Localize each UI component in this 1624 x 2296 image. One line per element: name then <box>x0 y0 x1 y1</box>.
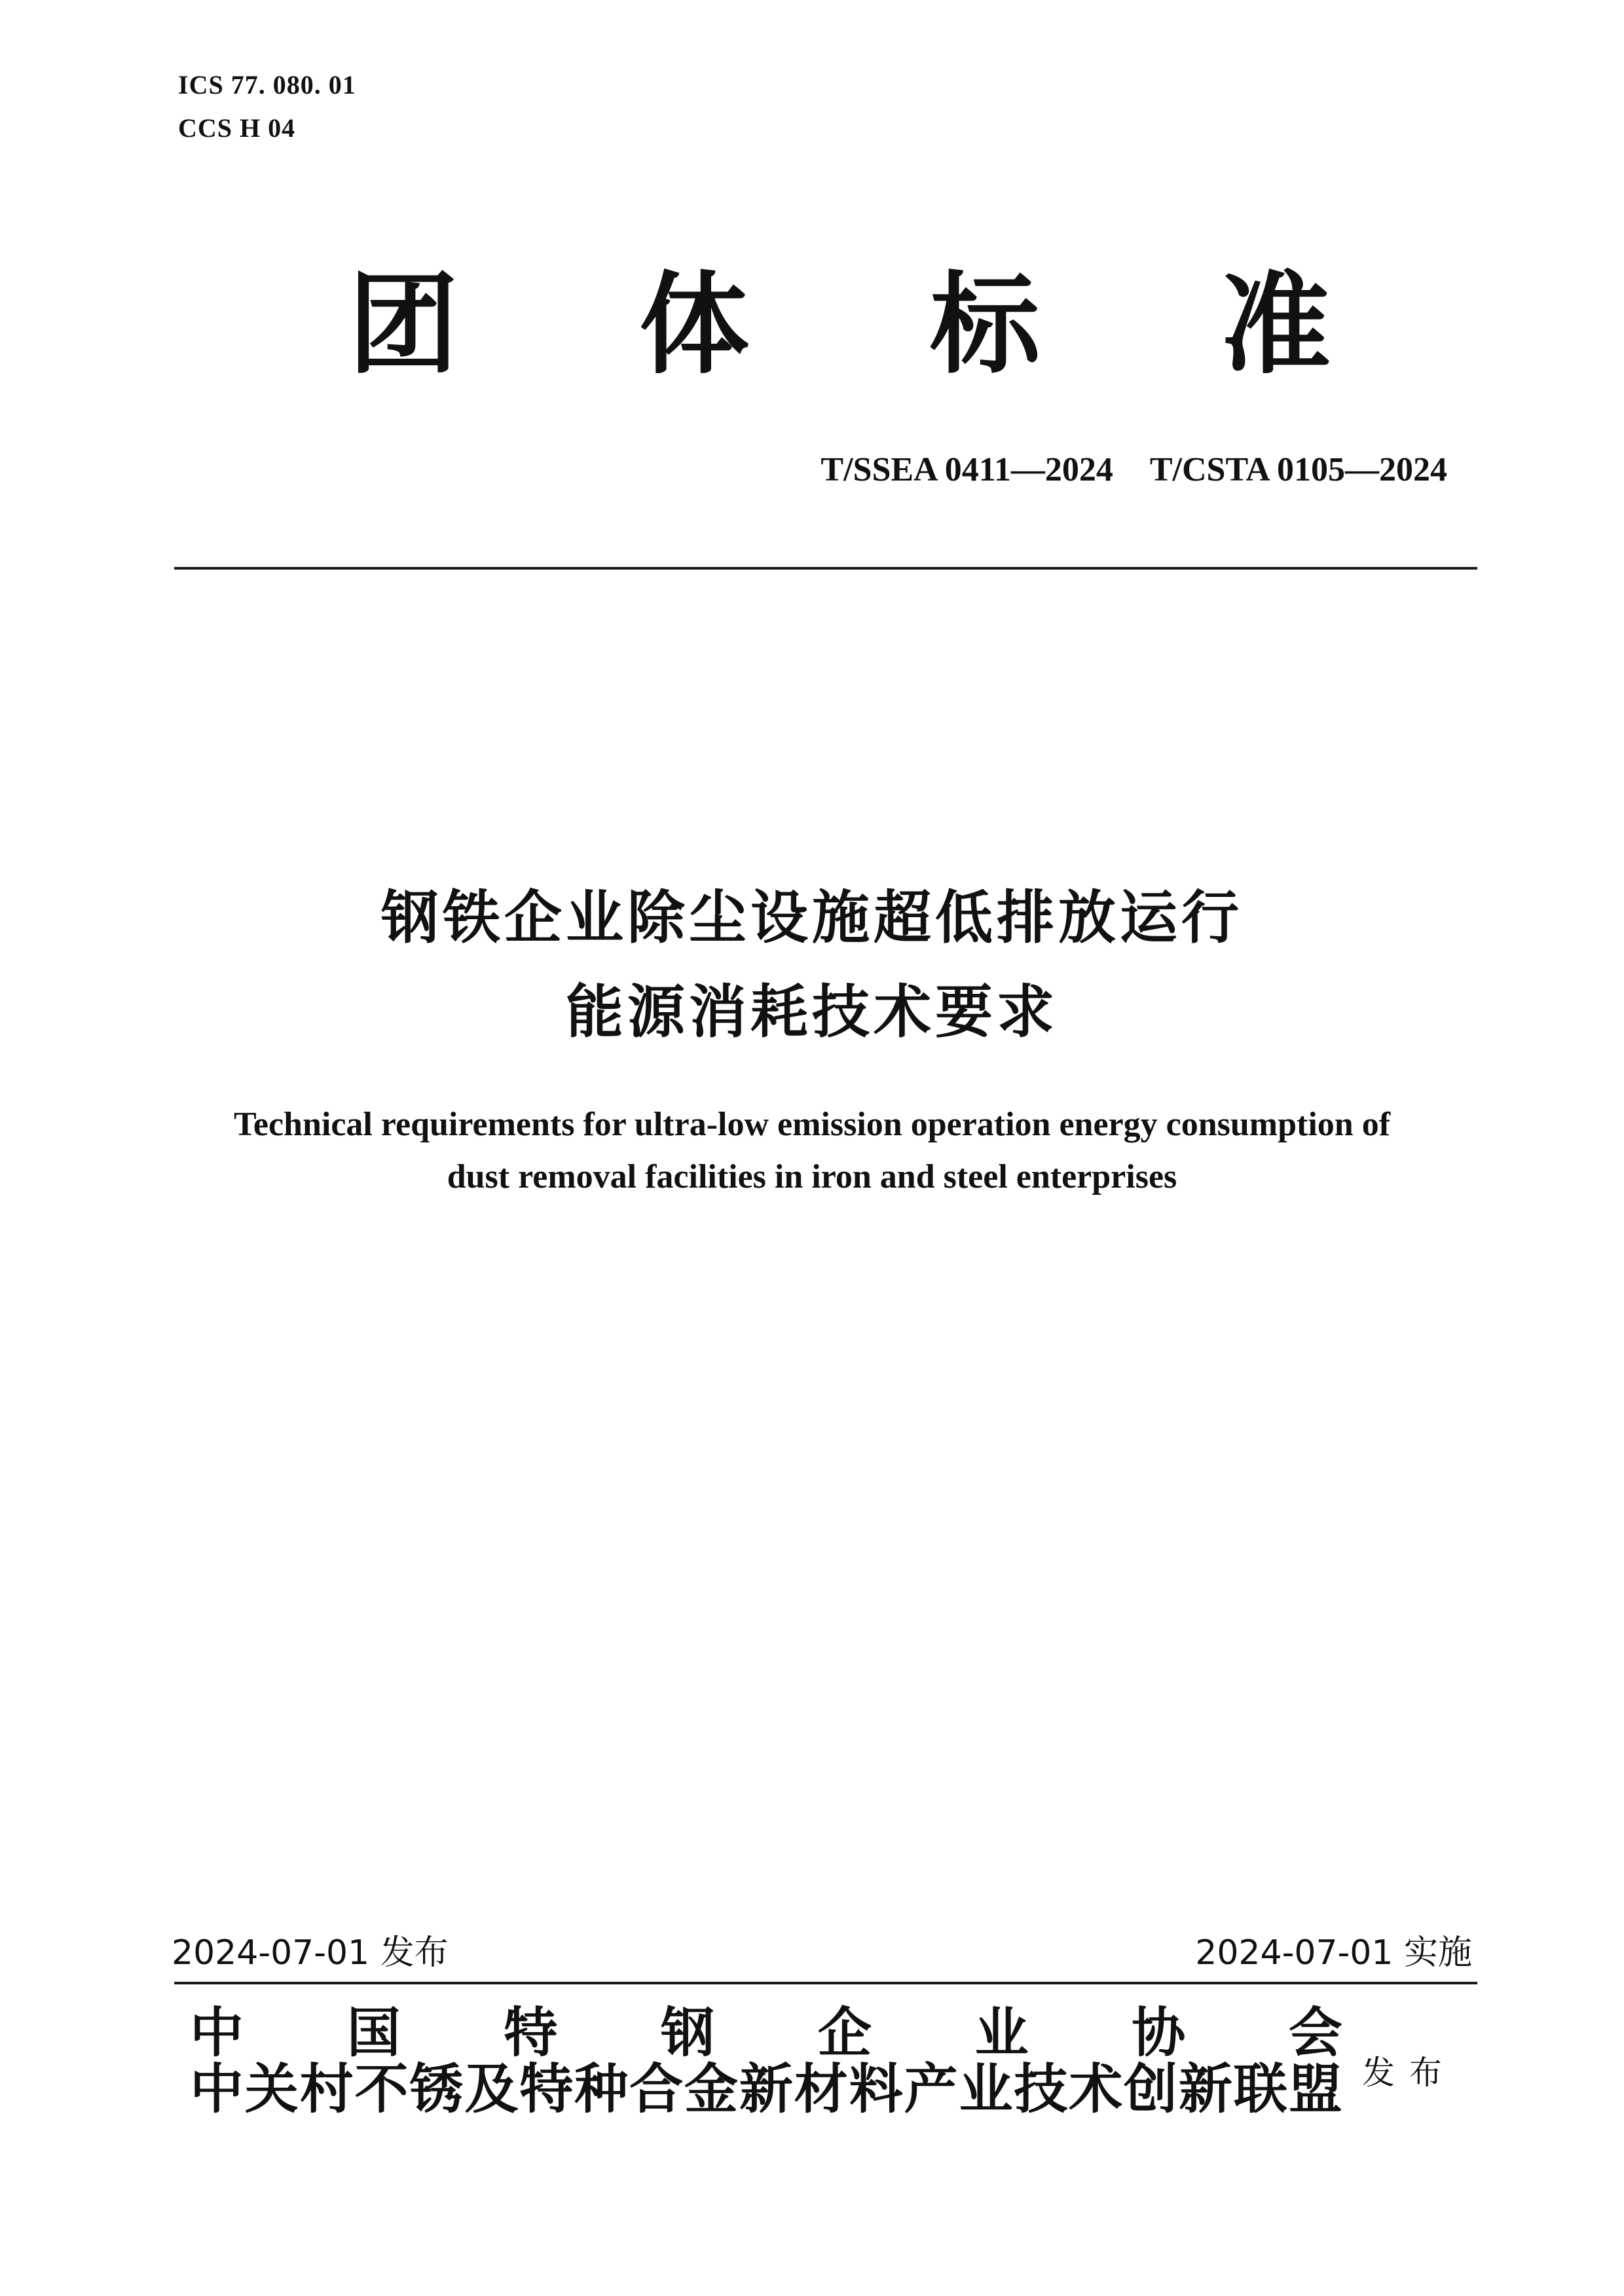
publisher-char: 新 <box>739 2058 793 2121</box>
publisher-char: 会 <box>1288 2001 1342 2064</box>
publish-date: 2024-07-01 发布 <box>172 1933 449 1973</box>
publisher-char: 联 <box>1233 2058 1287 2121</box>
standard-number-ssea: T/SSEA 0411—2024 <box>821 451 1113 488</box>
publisher-char: 国 <box>346 2001 401 2064</box>
title-en-line-1: Technical requirements for ultra-low emission operation energy consumption of <box>233 1106 1391 1143</box>
publisher-char: 特 <box>519 2058 574 2121</box>
standard-type-char: 团 <box>348 261 458 389</box>
standard-number-csta: T/CSTA 0105—2024 <box>1149 451 1447 488</box>
standard-type-char: 体 <box>639 261 749 389</box>
publisher-char: 种 <box>574 2058 629 2121</box>
publisher-char: 企 <box>817 2001 872 2064</box>
publisher-char: 合 <box>629 2058 684 2121</box>
publisher-char: 产 <box>904 2058 958 2121</box>
title-cn-line-1: 钢铁企业除尘设施超低排放运行 <box>380 884 1243 951</box>
standard-type-heading <box>348 259 1331 390</box>
publisher-char: 技 <box>1014 2058 1068 2121</box>
publisher-char: 新 <box>1179 2058 1233 2121</box>
standard-numbers <box>821 450 1447 489</box>
publisher-char: 中 <box>190 2001 244 2064</box>
publisher-char: 钢 <box>661 2001 715 2064</box>
publisher-char: 术 <box>1069 2058 1123 2121</box>
publisher-char: 中 <box>190 2058 244 2121</box>
ics-code: ICS 77. 080. 01 <box>178 70 356 100</box>
title-en-line-2: dust removal facilities in iron and steel enterprises <box>447 1158 1177 1195</box>
bottom-divider <box>174 1982 1477 1984</box>
publisher-org-1 <box>190 2001 1342 2064</box>
publisher-char: 料 <box>849 2058 903 2121</box>
ccs-code: CCS H 04 <box>178 113 296 143</box>
publisher-char: 材 <box>794 2058 848 2121</box>
publisher-char: 业 <box>974 2001 1029 2064</box>
title-cn-line-2: 能源消耗技术要求 <box>565 978 1058 1046</box>
publisher-char: 业 <box>959 2058 1013 2121</box>
publisher-char: 关 <box>244 2058 299 2121</box>
standard-type-char: 标 <box>930 261 1040 389</box>
top-divider <box>174 567 1477 570</box>
publisher-char: 及 <box>464 2058 519 2121</box>
publisher-char: 盟 <box>1288 2058 1342 2121</box>
publisher-char: 协 <box>1132 2001 1186 2064</box>
publisher-char: 金 <box>684 2058 739 2121</box>
publisher-char: 村 <box>299 2058 354 2121</box>
publisher-char: 锈 <box>409 2058 464 2121</box>
publisher-char: 特 <box>504 2001 558 2064</box>
publisher-org-2 <box>190 2058 1342 2121</box>
publisher-char: 不 <box>354 2058 409 2121</box>
implement-date: 2024-07-01 实施 <box>1195 1933 1472 1973</box>
standard-type-char: 准 <box>1221 261 1331 389</box>
publish-label: 发布 <box>1362 2054 1456 2092</box>
publisher-char: 创 <box>1124 2058 1178 2121</box>
